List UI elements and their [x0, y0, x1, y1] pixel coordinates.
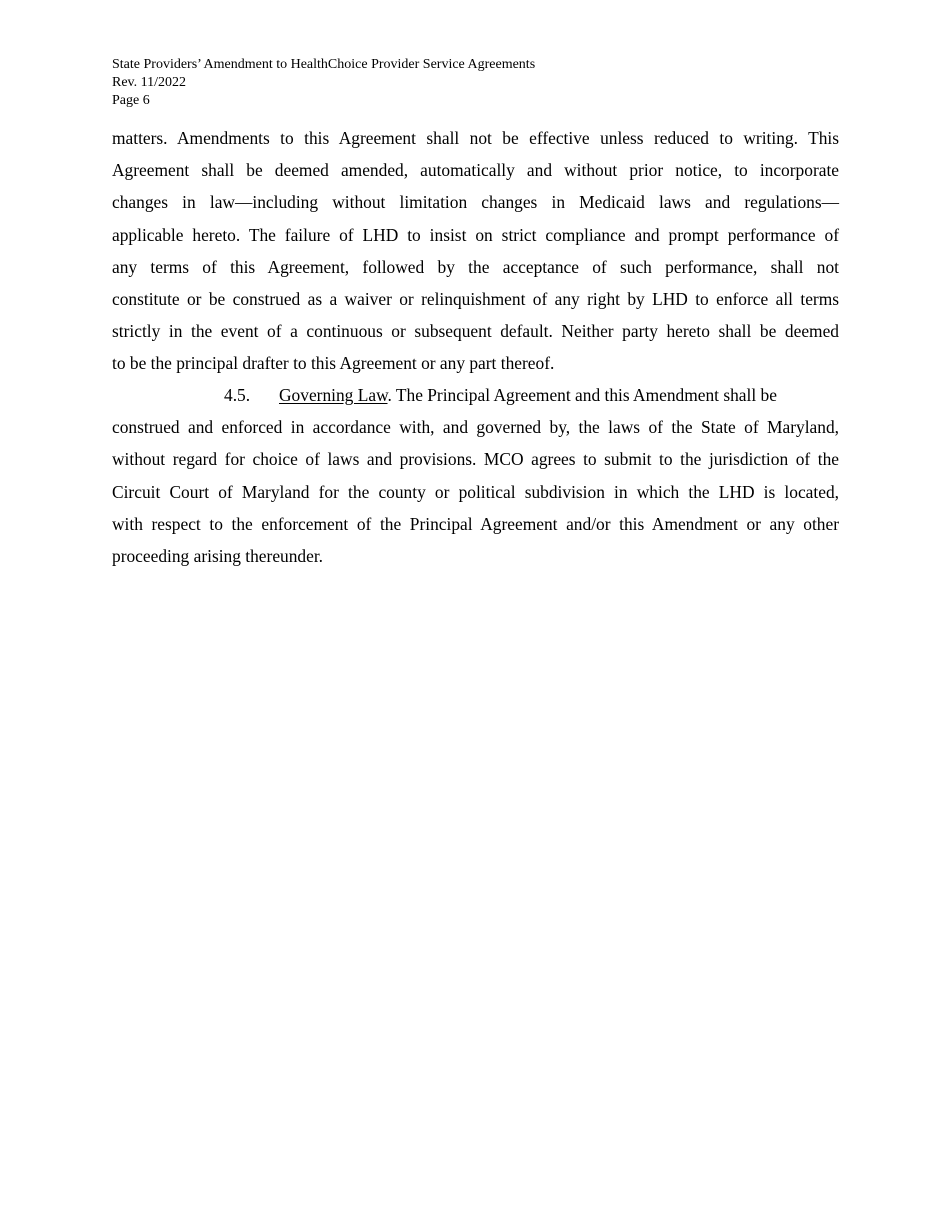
paragraph-line: proceeding arising thereunder. — [112, 546, 324, 567]
paragraph-line: constitute or be construed as a waiver or relinquishment of any right by LHD to enforce all terms — [112, 289, 839, 310]
section-number: 4.5. — [224, 385, 251, 405]
section-title: Governing Law — [279, 385, 388, 405]
paragraph-line: any terms of this Agreement, followed by the acceptance of such performance, shall not — [112, 256, 839, 277]
paragraph-line: changes in law—including without limitation changes in Medicaid laws and regulations— — [112, 192, 839, 213]
paragraph-line: applicable hereto. The failure of LHD to insist on strict compliance and prompt performance of — [112, 224, 839, 245]
paragraph-line: Circuit Court of Maryland for the county or political subdivision in which the LHD is located, — [112, 481, 839, 502]
section-heading-line — [112, 379, 839, 411]
header-page-number: Page 6 — [112, 93, 150, 108]
page-header — [112, 56, 812, 110]
header-revision: Rev. 11/2022 — [112, 75, 187, 90]
continuation-paragraph — [112, 122, 839, 380]
header-document-title: State Providers’ Amendment to HealthChoice Provider Service Agreements — [112, 57, 536, 72]
section-first-line-text: . The Principal Agreement and this Amendment shall be — [387, 385, 777, 405]
paragraph-line: matters. Amendments to this Agreement shall not be effective unless reduced to writing. This — [112, 128, 839, 148]
paragraph-line: strictly in the event of a continuous or subsequent default. Neither party hereto shall be deemed — [112, 321, 839, 342]
paragraph-line: to be the principal drafter to this Agreement or any part thereof. — [112, 353, 555, 374]
paragraph-line: construed and enforced in accordance with, and governed by, the laws of the State of Maryland, — [112, 417, 839, 438]
paragraph-line: without regard for choice of laws and provisions. MCO agrees to submit to the jurisdiction of the — [112, 449, 839, 470]
paragraph-line: Agreement shall be deemed amended, automatically and without prior notice, to incorporate — [112, 160, 839, 181]
paragraph-line: with respect to the enforcement of the Principal Agreement and/or this Amendment or any other — [112, 513, 839, 534]
section-4-5-governing-law — [112, 379, 839, 572]
